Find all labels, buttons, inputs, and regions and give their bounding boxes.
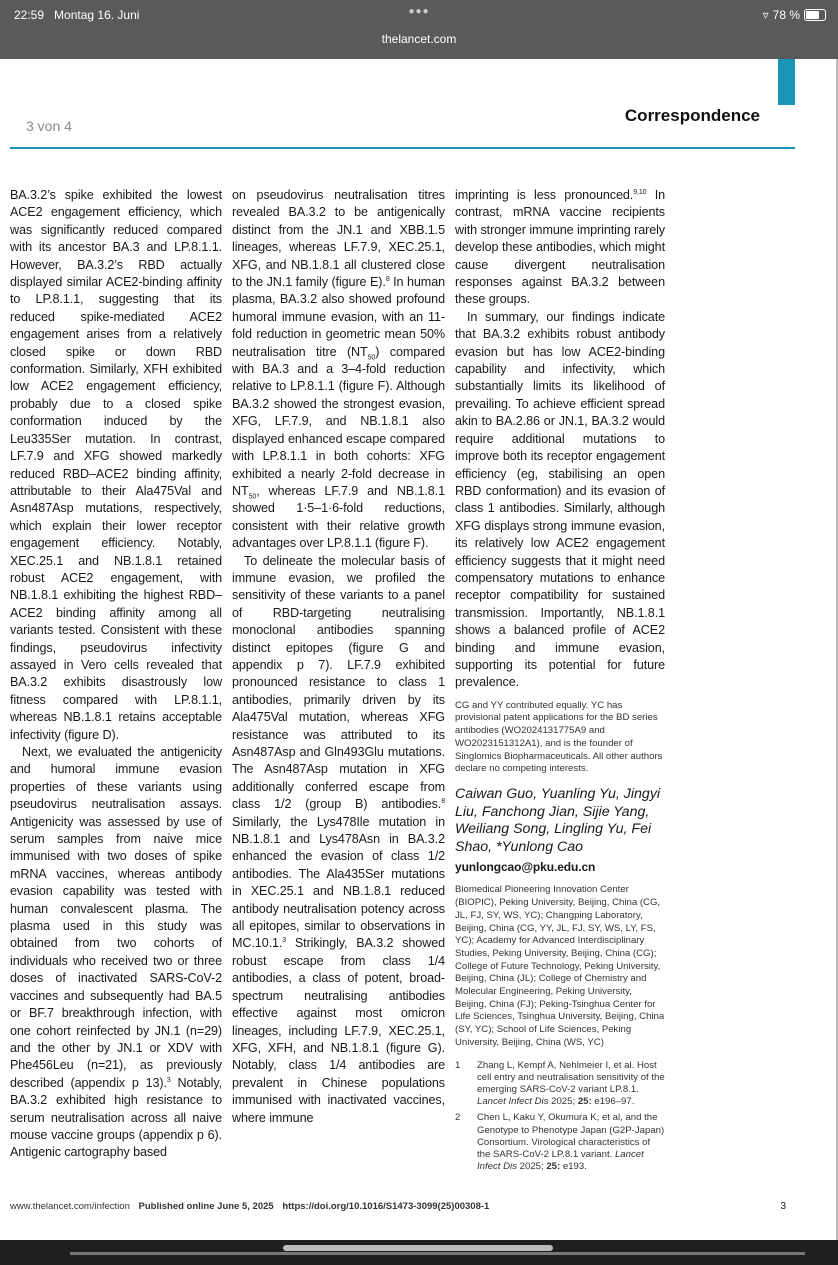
reference-item: [455, 1112, 665, 1173]
paragraph: [10, 187, 222, 744]
column-3-body: [455, 187, 665, 692]
page-footer-row: [0, 1177, 836, 1240]
wifi-icon: ▿: [762, 8, 769, 22]
reference-journal: Lancet Infect Dis: [477, 1148, 644, 1173]
time: 22:59: [14, 8, 45, 22]
status-bar: [0, 0, 838, 59]
reference-volume: 25:: [577, 1096, 592, 1108]
text-run: Strikingly, BA.3.2 showed robust escape from class 1/4 antibodies, a class of potent, broad-spectrum neutralising antibodies effective against most omicron lineages, including LF.7.9, XEC.25.1, XFG, XFH, and NB.1.8.1 (figure G). Notably, class 1/4 antibodies are prevalent in Chinese populations immunised with inactivated vaccines, where immune: [232, 936, 445, 1125]
reference-list: [455, 1060, 665, 1174]
text-run: To delineate the molecular basis of immune evasion, we profiled the sensitivity of these variants to a panel of RBD-targeting neutralising monoclonal antibodies spanning distinct epitopes (figure G and appendix p 7). LF.7.9 exhibited pronounced resistance to class 1 antibodies, primarily driven by its Ala475Val mutation, whereas XFG resistance was attributed to its Asn487Asp and Gln493Glu mutations. The Asn487Asp mutation in XFG additionally conferred escape from class 1/2 (group B) antibodies.: [232, 553, 445, 812]
affiliations: Biomedical Pioneering Innovation Center (BIOPIC), Peking University, Beijing, China (CG, JL, FJ, SY, WS, YC); Changping Laboratory, Beijing, China (CG, YY, JL, FJ, SY, WS, LY, FS, YC); Academy for Advanced Interdisciplinary Studies, Peking University, Beijing, China (CG); College of Future Technology, Peking University, Beijing, China (JL); College of Chemistry and Molecular Engineering, Peking University, Beijing, China (FJ); Peking-Tsinghua Center for Life Sciences, Tsinghua University, Beijing, China (SY, YC); School of Life Sciences, Peking University, Beijing, China (WS, YC): [455, 884, 665, 1048]
address-bar[interactable]: thelancet.com: [381, 32, 457, 46]
citation-superscript: 8: [385, 275, 390, 283]
next-page-edge: [70, 1252, 805, 1255]
section-accent-tab: [778, 59, 795, 105]
text-run: In contrast, mRNA vaccine recipients with stronger immune imprinting rarely develop these antibodies, which might cause divergent neutralisation responses against BA.3.2 between these groups.: [455, 188, 666, 307]
reference-number: 1: [455, 1059, 461, 1071]
column-2: [232, 187, 445, 1127]
battery-percent: 78 %: [772, 8, 800, 22]
battery-icon: [804, 9, 826, 21]
reference-body: Chen L, Kaku Y, Okumura K, et al, and the Genotype to Phenotype Japan (G2P-Japan) Consortium. Virological characteristics of the SARS-CoV-2 LP.8.1 variant.: [477, 1112, 665, 1160]
corresponding-email[interactable]: yunlongcao@pku.edu.cn: [455, 860, 596, 874]
footer-site[interactable]: www.thelancet.com/infection: [10, 1201, 130, 1213]
reference-text: [477, 1060, 665, 1109]
bottom-bar: [0, 1240, 838, 1265]
status-indicators: [763, 8, 826, 22]
reference-journal: Lancet Infect Dis: [477, 1096, 549, 1108]
paragraph: [232, 187, 445, 553]
home-indicator[interactable]: [283, 1245, 553, 1251]
page-footer: [10, 1201, 489, 1212]
text-run: on pseudovirus neutralisation titres revealed BA.3.2 to be antigenically distinct from the JN.1 and XBB.1.5 lineages, whereas LF.7.9, XEC.25.1, XFG, and NB.1.8.1 all clustered close to the JN.1 family (figure E).: [232, 188, 445, 290]
reference-pages: e196–97.: [591, 1096, 635, 1108]
paragraph: [455, 309, 665, 692]
text-run: ) compared with BA.3 and a 3–4-fold reduction relative to LP.8.1.1 (figure F). Although BA.3.2 showed the strongest evasion, XFG, LF.7.9, and NB.1.8.1 also displayed enhanced escape compared with LP.8.1.1 in both cohorts: XFG exhibited a nearly 2-fold decrease in NT: [232, 344, 446, 498]
paragraph: [232, 553, 445, 1127]
reference-text: [477, 1112, 665, 1173]
reference-body: Zhang L, Kempf A, Nehlmeier I, et al. Host cell entry and neutralisation sensitivity of the emerging SARS-CoV-2 variant LP.8.1.: [477, 1059, 665, 1095]
text-run: In human plasma, BA.3.2 also showed profound humoral immune evasion, with an 11-fold reduction in geometric mean 50% neutralisation titre (NT: [232, 275, 446, 359]
reference-year: 2025;: [517, 1161, 547, 1173]
section-title: Correspondence: [624, 106, 760, 125]
footer-published: Published online June 5, 2025: [138, 1201, 274, 1213]
paragraph: [455, 187, 665, 309]
text-run: imprinting is less pronounced.: [455, 188, 634, 202]
article-columns: [0, 187, 836, 1177]
text-run: BA.3.2’s spike exhibited the lowest ACE2 engagement efficiency, which was significantly reduced compared with its ancestor BA.3 and LP.8.1.1. However, BA.3.2’s RBD actually displayed similar ACE2-binding affinity to LP.8.1.1, suggesting that its reduced spike-mediated ACE2 engagement arises from a relatively closed spike or down RBD conformation. Similarly, XFH exhibited low ACE2 engagement efficiency, probably due to a closed spike conformation induced by the Leu335Ser mutation. In contrast, LF.7.9 and XFG showed markedly reduced RBD–ACE2 binding affinity, attributable to their Ala475Val and Asn487Asp mutations, respectively, which explain their lower receptor engagement efficiency. Notably, XEC.25.1 and NB.1.8.1 retained robust ACE2 engagement, with NB.1.8.1 exhibiting the highest RBD–ACE2 binding affinity among all variants tested. Consistent with these findings, pseudovirus infectivity assayed in Vero cells revealed that BA.3.2 exhibits disastrously low fitness compared with LP.8.1.1, whereas NB.1.8.1 retains acceptable infectivity (figure D).: [10, 188, 222, 742]
text-run: Notably, BA.3.2 exhibited high resistance to serum neutralisation across all naive mouse vaccine groups (appendix p 6). Antigenic cartography based: [10, 1075, 222, 1160]
citation-superscript: 9,10: [633, 188, 647, 196]
citation-superscript: 3: [166, 1076, 171, 1084]
column-1: [10, 187, 222, 1162]
reference-item: [455, 1060, 665, 1109]
subscript: 50: [367, 354, 376, 362]
reference-pages: e193.: [560, 1161, 587, 1173]
contribution-declaration: CG and YY contributed equally. YC has provisional patent applications for the BD series antibodies (WO2024131775A9 and WO2023151312A1), and is the founder of Singlomics Biopharmaceuticals. All other authors declare no competing interests.: [455, 699, 663, 775]
text-run: , whereas LF.7.9 and NB.1.8.1 showed 1·5–1·6-fold reductions, consistent with their relative growth advantages over LP.8.1.1 (figure F).: [232, 483, 445, 551]
paragraph: [10, 744, 222, 1162]
date: Montag 16. Juni: [54, 8, 140, 22]
reference-number: 2: [455, 1112, 461, 1124]
text-run: Similarly, the Lys478Ile mutation in NB.1.8.1 and Lys478Asn in BA.3.2 enhanced the evasion of class 1/2 antibodies. The Ala435Ser mutations in XEC.25.1 and NB.1.8.1 reduced antibody neutralisation potency across all epitopes, similar to observations in MC.10.1.: [232, 814, 445, 951]
author-list: Caiwan Guo, Yuanling Yu, Jingyi Liu, Fanchong Jian, Sijie Yang, Weiliang Song, Lingling Yu, Fei Shao, *Yunlong Cao: [455, 786, 661, 855]
reference-volume: 25:: [546, 1161, 561, 1173]
citation-superscript: 3: [282, 937, 287, 945]
citation-superscript: 8: [441, 798, 445, 806]
pdf-page: [0, 59, 838, 1240]
page-number: 3: [780, 1201, 786, 1213]
footer-doi[interactable]: https://doi.org/10.1016/S1473-3099(25)00308-1: [282, 1201, 490, 1213]
page-header: [0, 59, 836, 187]
header-rule: [10, 147, 795, 149]
text-run: Next, we evaluated the antigenicity and humoral immune evasion properties of these variants using pseudovirus neutralisation assays. Antigenicity was assessed by use of serum samples from naive mice immunised with two doses of spike mRNA vaccines, whereas antibody evasion capability was tested with human convalescent plasma. The plasma used in this study was obtained from two cohorts of individuals who received two or three doses of inactivated SARS-CoV-2 vaccines and subsequently had BA.5 or BF.7 breakthrough infection, with one cohort reinfected by JN.1 (n=29) and the other by JN.1 or XDV with Phe456Leu (n=21), as previously described (appendix p 13).: [10, 745, 222, 1090]
reference-year: 2025;: [548, 1096, 578, 1108]
text-run: In summary, our findings indicate that BA.3.2 exhibits robust antibody evasion but has low ACE2-binding capability and infectivity, which substantially limits its likelihood of prevailing. To achieve efficient spread akin to BA.2.86 or JN.1, BA.3.2 would require additional mutations to improve both its receptor engagement efficiency (eg, stabilising an open RBD conformation) and its evasion of class 1 antibodies. Similarly, although XFG displays strong immune evasion, its relatively low ACE2 engagement efficiency suggests that it might need compensatory mutations to enhance receptor compatibility for sustained transmission. Importantly, NB.1.8.1 shows a balanced profile of ACE2 binding and immune evasion, supporting its potential for future prevalence.: [455, 309, 665, 690]
more-dots-icon[interactable]: ●●●: [408, 6, 430, 17]
subscript: 50: [248, 493, 257, 501]
column-3: [455, 187, 665, 1177]
page-indicator: 3 von 4: [26, 118, 72, 134]
